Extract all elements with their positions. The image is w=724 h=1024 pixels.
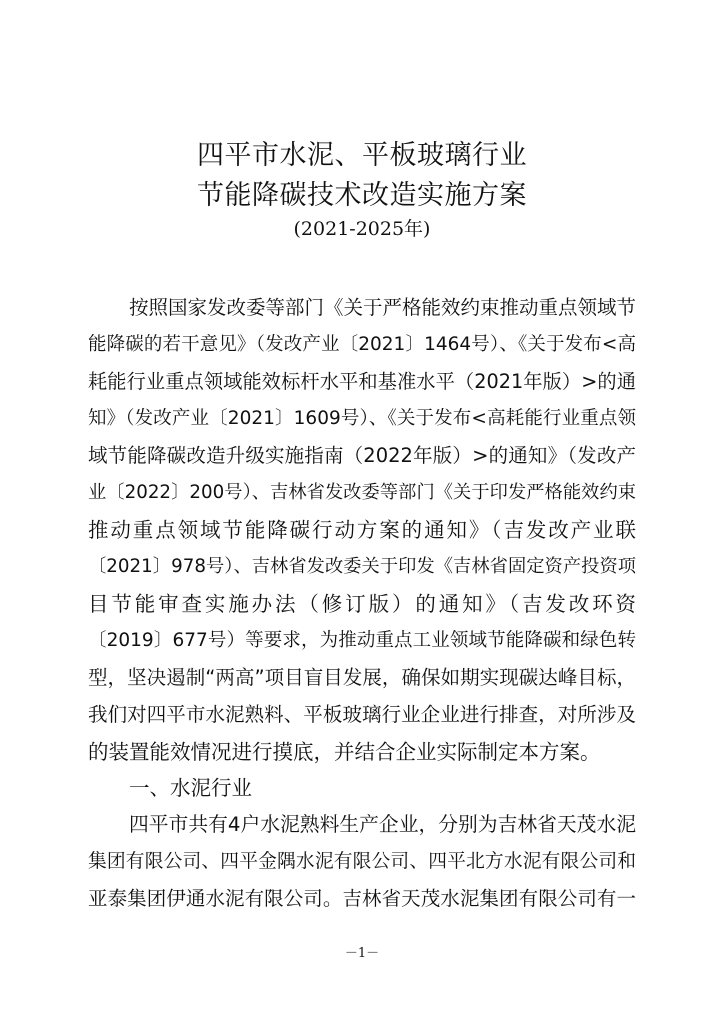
paragraph-1-line: 目节能审查实施办法（修订版）的通知》（吉发改环资: [88, 592, 636, 616]
paragraph-1-line-last: 的装置能效情况进行摸底，并结合企业实际制定本方案。: [88, 740, 601, 764]
paragraph-1-line: 耗能行业重点领域能效标杆水平和基准水平（2021年版）>的通: [88, 370, 636, 393]
page-number: －1－: [344, 946, 380, 961]
paragraph-1-line: 〔2021〕978号）、吉林省发改委关于印发《吉林省固定资产投资项: [88, 556, 636, 577]
document-subtitle: (2021-2025年): [293, 218, 431, 240]
paragraph-1-line: 按照国家发改委等部门《关于严格能效约束推动重点领域节: [129, 296, 636, 319]
paragraph-1-line: 〔2019〕677号）等要求，为推动重点工业领域节能降碳和绿色转: [88, 630, 636, 651]
paragraph-1-line: 业〔2022〕200号）、吉林省发改委等部门《关于印发严格能效约束: [88, 482, 636, 503]
paragraph-1-line: 域节能降碳改造升级实施指南（2022年版）>的通知》（发改产: [88, 444, 636, 467]
paragraph-2-line: 亚泰集团伊通水泥有限公司。吉林省天茂水泥集团有限公司有一: [88, 887, 636, 910]
paragraph-1-line: 能降碳的若干意见》（发改产业〔2021〕1464号）、《关于发布<高: [88, 334, 636, 355]
document-title-line-2: 节能降碳技术改造实施方案: [197, 180, 527, 211]
paragraph-2-line: 四平市共有4户水泥熟料生产企业，分别为吉林省天茂水泥: [129, 813, 636, 836]
document-title-line-1: 四平市水泥、平板玻璃行业: [197, 140, 527, 171]
paragraph-1-line: 我们对四平市水泥熟料、平板玻璃行业企业进行排查，对所涉及: [88, 703, 636, 726]
paragraph-1-line: 型，坚决遏制“两高”项目盲目发展，确保如期实现碳达峰目标，: [88, 666, 636, 689]
section-heading: 一、水泥行业: [129, 776, 252, 800]
paragraph-2-line: 集团有限公司、四平金隅水泥有限公司、四平北方水泥有限公司和: [88, 851, 636, 872]
paragraph-1-line: 知》（发改产业〔2021〕1609号）、《关于发布<高耗能行业重点领: [88, 408, 636, 429]
paragraph-1-line: 推动重点领域节能降碳行动方案的通知》（吉发改产业联: [88, 518, 636, 542]
